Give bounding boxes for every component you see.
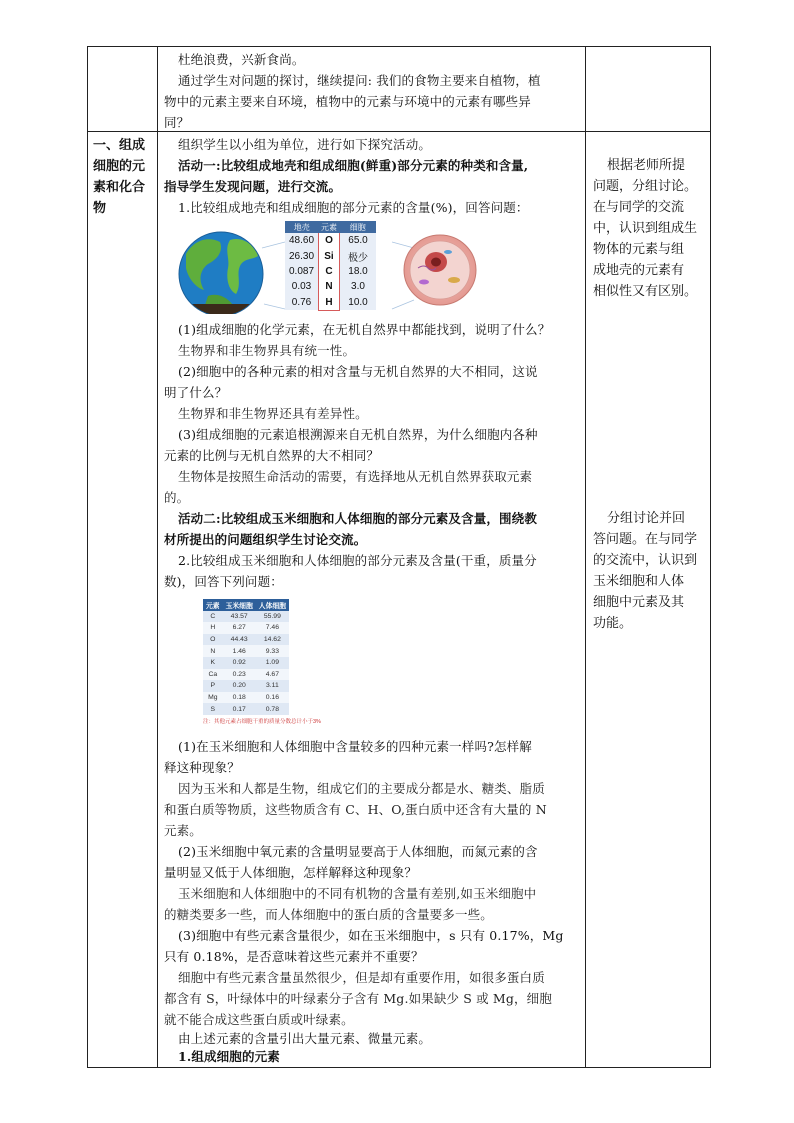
answer2a-line-1: 因为玉米和人都是生物，组成它们的主要成分都是水、糖类、脂质 (178, 781, 545, 796)
header-element: 元素 (203, 599, 223, 611)
top-row-line-1: 杜绝浪费，兴新食尚。 (178, 52, 305, 67)
header-element: 元素 (319, 221, 340, 233)
header-crust: 地壳 (285, 221, 319, 233)
column-divider-1 (157, 47, 158, 1067)
question2b-line-2: 量明显又低于人体细胞，怎样解释这种现象？ (164, 865, 418, 880)
top-row-line-4: 同？ (164, 115, 190, 130)
section-title-line-1: 一、组成 (93, 138, 146, 153)
student-note-2-line-3: 的交流中，认识到 (593, 553, 698, 568)
question2-prompt-line-1: 2.比较组成玉米细胞和人体细胞的部分元素及含量(干重，质量分 (178, 553, 537, 568)
student-note-2-line-2: 答问题。在与同学 (593, 532, 698, 547)
table-row: Ca 0.23 4.67 (203, 669, 289, 681)
student-note-2-line-1: 分组讨论并回 (607, 511, 686, 526)
activity1-line-2: 指导学生发现问题，进行交流。 (164, 179, 342, 194)
activity2-line-2: 材所提出的问题组织学生讨论交流。 (164, 532, 367, 547)
answer1b: 生物界和非生物界还具有差异性。 (178, 406, 368, 421)
activity2-line-1: 活动二:比较组成玉米细胞和人体细胞的部分元素及含量，围绕教 (178, 511, 537, 526)
table-row: H 6.27 7.46 (203, 622, 289, 634)
table-row: 48.60 O 65.0 (285, 233, 376, 248)
question1-prompt: 1.比较组成地壳和组成细胞的部分元素的含量(%)，回答问题： (178, 200, 529, 215)
question2b-line-1: (2)玉米细胞中氧元素的含量明显要高于人体细胞，而氮元素的含 (178, 844, 538, 859)
top-row-line-3: 物中的元素主要来自环境，植物中的元素与环境中的元素有哪些异 (164, 94, 531, 109)
table-row: K 0.92 1.09 (203, 657, 289, 669)
student-note-1-line-2: 问题，分组讨论。 (593, 179, 698, 194)
header-cell: 细胞 (340, 221, 377, 233)
question1c-line-1: (3)组成细胞的元素追根溯源来自无机自然界，为什么细胞内各种 (178, 427, 538, 442)
student-note-1-line-3: 在与同学的交流 (593, 200, 685, 215)
activity1-line-1: 活动一:比较组成地壳和组成细胞(鲜重)部分元素的种类和含量, (178, 158, 529, 173)
top-row-line-2: 通过学生对问题的探讨，继续提问: 我们的食物主要来自植物，植 (178, 73, 541, 88)
table-row: 0.76 H 10.0 (285, 295, 376, 311)
question2c-line-2: 只有 0.18%，是否意味着这些元素并不重要？ (164, 949, 424, 964)
corn-human-table (203, 599, 289, 715)
answer2a-line-3: 元素。 (164, 823, 202, 838)
answer2c-line-3: 就不能合成这些蛋白质或叶绿素。 (164, 1012, 354, 1027)
section-title-line-4: 物 (93, 201, 107, 216)
table-row: 0.03 N 3.0 (285, 279, 376, 294)
question2a-line-1: (1)在玉米细胞和人体细胞中含量较多的四种元素一样吗?怎样解 (178, 739, 532, 754)
question1b-line-1: (2)细胞中的各种元素的相对含量与无机自然界的大不相同，这说 (178, 364, 538, 379)
student-note-1-line-7: 相似性又有区别。 (593, 284, 698, 299)
table-row: C 43.57 55.99 (203, 611, 289, 623)
answer2c-line-1: 细胞中有些元素含量虽然很少，但是却有重要作用，如很多蛋白质 (178, 970, 545, 985)
answer1c-line-2: 的。 (164, 490, 190, 505)
section-title-line-3: 素和化合 (93, 180, 146, 195)
answer2b-line-1: 玉米细胞和人体细胞中的不同有机物的含量有差别,如玉米细胞中 (178, 886, 537, 901)
student-note-2-line-5: 细胞中元素及其 (593, 595, 685, 610)
answer1a: 生物界和非生物界具有统一性。 (178, 343, 356, 358)
answer1c-line-1: 生物体是按照生命活动的需要，有选择地从无机自然界获取元素 (178, 469, 533, 484)
header-human: 人体细胞 (256, 599, 289, 611)
student-note-2-line-6: 功能。 (593, 616, 633, 631)
table-row: 0.087 C 18.0 (285, 264, 376, 279)
answer2a-line-2: 和蛋白质等物质，这些物质含有 C、H、O,蛋白质中还含有大量的 N (164, 802, 547, 817)
table-row: S 0.17 0.78 (203, 703, 289, 715)
student-note-1-line-5: 物体的元素与组 (593, 242, 685, 257)
student-note-1-line-6: 成地壳的元素有 (593, 263, 685, 278)
table-row: O 44.43 14.62 (203, 634, 289, 646)
earth-icon (178, 232, 268, 314)
table-row: Mg 0.18 0.16 (203, 692, 289, 704)
student-note-1-line-4: 中，认识到组成生 (593, 221, 698, 236)
student-note-1-line-1: 根据老师所提 (607, 158, 686, 173)
column-divider-2 (585, 47, 586, 1067)
answer2c-line-2: 都含有 S，叶绿体中的叶绿素分子含有 Mg.如果缺少 S 或 Mg，细胞 (164, 991, 552, 1006)
table-row: N 1.46 9.33 (203, 645, 289, 657)
activity-intro: 组织学生以小组为单位，进行如下探究活动。 (178, 137, 432, 152)
header-corn: 玉米细胞 (223, 599, 256, 611)
summary-line: 由上述元素的含量引出大量元素、微量元素。 (178, 1031, 432, 1046)
section-heading: 1.组成细胞的元素 (178, 1049, 280, 1064)
question1c-line-2: 元素的比例与无机自然界的大不相同？ (164, 448, 380, 463)
crust-cell-table (285, 221, 392, 310)
question1b-line-2: 明了什么？ (164, 385, 228, 400)
question2-prompt-line-2: 数)，回答下列问题： (164, 574, 283, 589)
section-title-line-2: 细胞的元 (93, 159, 146, 174)
question2a-line-2: 释这种现象？ (164, 760, 240, 775)
student-note-2-line-4: 玉米细胞和人体 (593, 574, 685, 589)
table-footnote: 注：其他元素占细胞干重的质量分数总计小于3% (203, 719, 321, 725)
answer2b-line-2: 的糖类要多一些，而人体细胞中的蛋白质的含量要多一些。 (164, 907, 493, 922)
cell-icon (404, 235, 476, 305)
question2c-line-1: (3)细胞中有些元素含量很少，如在玉米细胞中，s 只有 0.17%，Mg (178, 928, 564, 943)
table-row: 26.30 Si 极少 (285, 248, 376, 263)
question1a: (1)组成细胞的化学元素，在无机自然界中都能找到，说明了什么？ (178, 322, 551, 337)
table-row: P 0.20 3.11 (203, 680, 289, 692)
